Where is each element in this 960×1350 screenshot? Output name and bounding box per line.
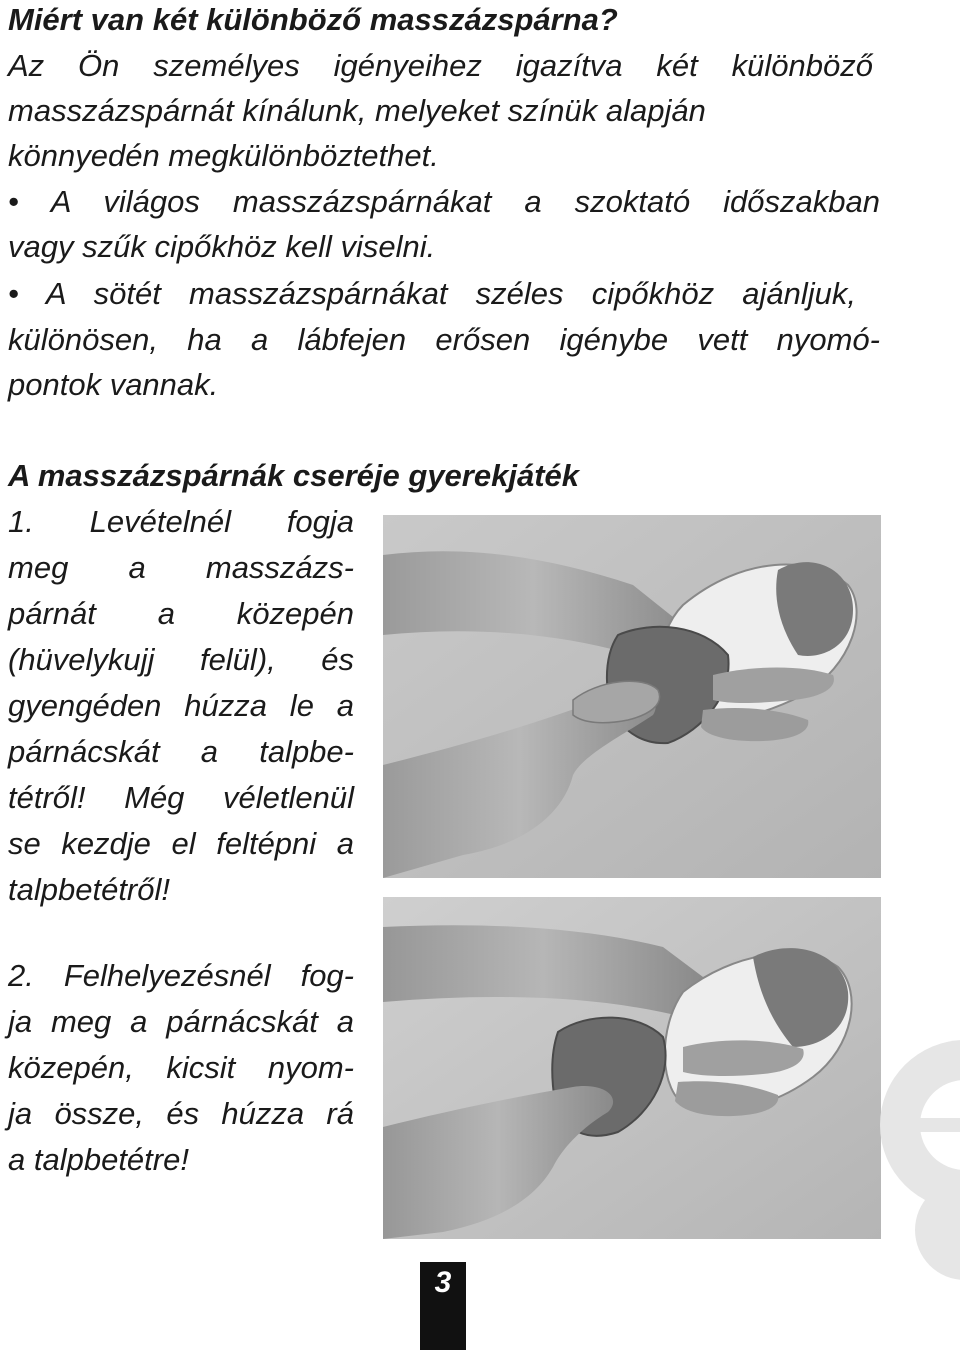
decorative-circle-icon [880, 1030, 960, 1280]
step1-line-9: talpbetétről! [8, 872, 170, 907]
photo-fitting-pad [383, 897, 881, 1239]
step1-line-7: tétről! Még véletlenül [8, 780, 354, 815]
bullet-2-line-3: pontok vannak. [8, 367, 219, 402]
photo-fitting-pad-illustration [383, 897, 881, 1239]
step1-line-4: (hüvelykujj felül), és [8, 642, 354, 677]
photo-removing-pad [383, 515, 881, 878]
intro-line-1: Az Ön személyes igényeihez igazítva két különböző [8, 48, 873, 83]
step2-line-1: 2. Felhelyezésnél fog- [8, 958, 354, 993]
step2-line-2: ja meg a párnácskát a [8, 1004, 354, 1039]
step1-line-6: párnácskát a talpbe- [8, 734, 354, 769]
step1-line-8: se kezdje el feltépni a [8, 826, 354, 861]
bullet-2-line-1: • A sötét masszázspárnákat széles cipőkhöz ajánljuk, [8, 276, 856, 311]
intro-line-2: masszázspárnát kínálunk, melyeket színük alapján [8, 93, 706, 128]
step2-line-4: ja össze, és húzza rá [8, 1096, 354, 1131]
step1-line-2: meg a masszázs- [8, 550, 354, 585]
bullet-2-line-2: különösen, ha a lábfejen erősen igénybe vett nyomó- [8, 322, 880, 357]
intro-line-3: könnyedén megkülönböztethet. [8, 138, 439, 173]
step2-line-3: közepén, kicsit nyom- [8, 1050, 354, 1085]
photo-removing-pad-illustration [383, 515, 881, 878]
intro-heading: Miért van két különböző masszázspárna? [8, 2, 618, 37]
step2-line-5: a talpbetétre! [8, 1142, 189, 1177]
step1-line-3: párnát a közepén [8, 596, 354, 631]
step1-line-5: gyengéden húzza le a [8, 688, 354, 723]
page-number: 3 [420, 1262, 466, 1350]
bullet-1-line-2: vagy szűk cipőkhöz kell viselni. [8, 229, 436, 264]
bullet-1-line-1: • A világos masszázspárnákat a szoktató időszakban [8, 184, 880, 219]
section-heading: A masszázspárnák cseréje gyerekjáték [8, 458, 580, 493]
step1-line-1: 1. Levételnél fogja [8, 504, 354, 539]
